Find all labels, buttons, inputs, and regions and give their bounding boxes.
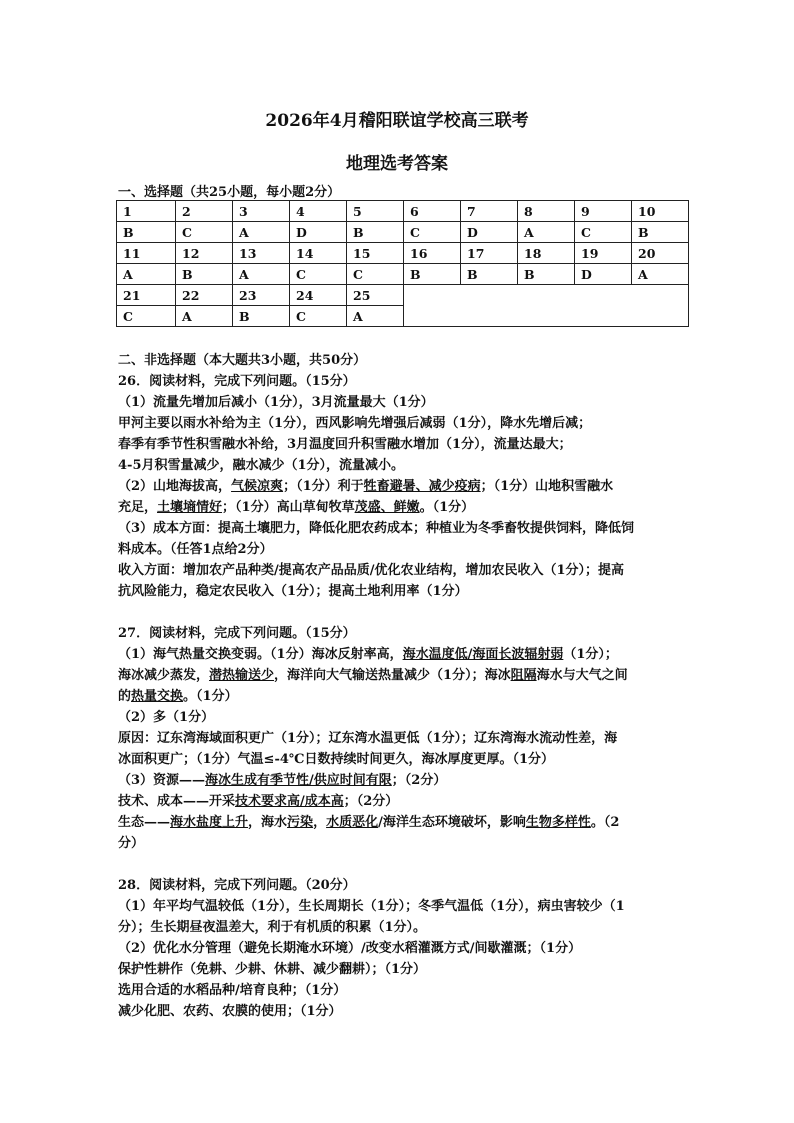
table-cell: C — [117, 306, 176, 327]
underlined-key-point: 土壤墒情好 — [157, 500, 223, 515]
q26-line — [118, 476, 678, 497]
table-empty-area — [404, 285, 689, 327]
table-cell: 3 — [233, 201, 290, 222]
text-span: （3）资源—— — [118, 773, 206, 788]
text-span: （1）海气热量交换变弱。（1分）海冰反射率高， — [118, 647, 403, 662]
table-cell: B — [233, 306, 290, 327]
q26-line: 甲河主要以雨水补给为主（1分），西风影响先增强后减弱（1分），降水先增后减； — [118, 416, 592, 431]
table-row — [117, 264, 689, 285]
table-row — [117, 201, 689, 222]
underlined-key-point: 气候凉爽 — [231, 479, 284, 494]
q26-line: （3）成本方面：提高土壤肥力，降低化肥农药成本；种植业为冬季畜牧提供饲料，降低饲 — [118, 521, 635, 536]
underlined-key-point: 技术要求高/成本高 — [235, 794, 344, 809]
text-span: 充足， — [118, 500, 158, 515]
table-cell: 19 — [575, 243, 632, 264]
underlined-key-point: 生物多样性 — [525, 815, 591, 830]
table-row — [117, 243, 689, 264]
table-cell: A — [233, 264, 290, 285]
text-span: 海水与大气之间 — [536, 668, 628, 683]
underlined-key-point: 潜热输送少 — [209, 668, 275, 683]
table-cell: A — [233, 222, 290, 243]
section-2-heading: 二、非选择题（本大题共3小题，共50分） — [118, 353, 367, 368]
q27-line — [118, 791, 678, 812]
table-cell: B — [461, 264, 518, 285]
table-cell: 22 — [176, 285, 233, 306]
q27-heading: 27．阅读材料，完成下列问题。（15分） — [118, 626, 356, 641]
table-cell: 11 — [117, 243, 176, 264]
text-span: ，海洋向大气输送热量减少（1分）；海冰 — [274, 668, 511, 683]
text-span: （2）山地海拔高， — [118, 479, 232, 494]
text-span: 的 — [118, 689, 132, 704]
table-cell: C — [575, 222, 632, 243]
table-cell: 14 — [290, 243, 347, 264]
table-cell: C — [404, 222, 461, 243]
q26-line: 收入方面：增加农产品种类/提高农产品品质/优化农业结构，增加农民收入（1分）；提高 — [118, 563, 625, 578]
table-cell: B — [404, 264, 461, 285]
q27-line: 分） — [118, 836, 145, 851]
table-cell: 9 — [575, 201, 632, 222]
q27-line — [118, 665, 678, 686]
table-cell: 23 — [233, 285, 290, 306]
answer-content — [118, 350, 678, 1022]
table-cell: C — [347, 264, 404, 285]
table-cell: C — [290, 306, 347, 327]
table-row — [117, 222, 689, 243]
table-cell: A — [176, 306, 233, 327]
table-cell: D — [290, 222, 347, 243]
table-cell: D — [461, 222, 518, 243]
document-subtitle: 地理选考答案 — [346, 154, 448, 174]
table-cell: 1 — [117, 201, 176, 222]
table-cell: 21 — [117, 285, 176, 306]
table-cell: D — [575, 264, 632, 285]
q26-line: 4-5月积雪量减少，融水减少（1分），流量减小。 — [118, 458, 405, 473]
q27-line: （2）多（1分） — [118, 710, 215, 725]
document-title: 2026年4月稽阳联谊学校高三联考 — [265, 111, 529, 131]
text-span: ；（2分） — [343, 794, 399, 809]
table-cell: A — [518, 222, 575, 243]
text-span: 海冰减少蒸发， — [118, 668, 210, 683]
q28-line: 减少化肥、农药、农膜的使用；（1分） — [118, 1004, 342, 1019]
table-cell: C — [176, 222, 233, 243]
q26-line: （1）流量先增加后减小（1分），3月流量最大（1分） — [118, 395, 434, 410]
table-cell: B — [117, 222, 176, 243]
underlined-key-point: 热量交换 — [131, 689, 184, 704]
table-cell: B — [632, 222, 689, 243]
q28-line: （2）优化水分管理（避免长期淹水环境）/改变水稻灌溉方式/间歇灌溉；（1分） — [118, 941, 582, 956]
text-span: ；（1分）利于 — [283, 479, 364, 494]
table-cell: B — [347, 222, 404, 243]
table-cell: B — [176, 264, 233, 285]
underlined-key-point: 海水盐度上升 — [170, 815, 249, 830]
table-cell: B — [518, 264, 575, 285]
q27-line — [118, 770, 678, 791]
q26-line: 抗风险能力，稳定农民收入（1分）；提高土地利用率（1分） — [118, 584, 468, 599]
table-cell: C — [290, 264, 347, 285]
text-span: 技术、成本——开采 — [118, 794, 236, 809]
answer-table — [116, 200, 689, 327]
table-cell: 15 — [347, 243, 404, 264]
underlined-key-point: 牲畜避暑、减少疫病 — [363, 479, 481, 494]
text-span: ；（1分）高山草甸牧草 — [222, 500, 355, 515]
text-span: 生态—— — [118, 815, 171, 830]
section-1-heading: 一、选择题（共25小题，每小题2分） — [118, 185, 341, 200]
q28-line: （1）年平均气温较低（1分），生长周期长（1分）；冬季气温低（1分），病虫害较少（1 — [118, 899, 625, 914]
underlined-key-point: 水质恶化 — [326, 815, 379, 830]
text-span: ，海水 — [248, 815, 288, 830]
table-cell: 8 — [518, 201, 575, 222]
text-span: ；（1分）山地积雪融水 — [480, 479, 614, 494]
table-cell: 17 — [461, 243, 518, 264]
q26-line — [118, 497, 678, 518]
q28-line: 选用合适的水稻品种/培育良种；（1分） — [118, 983, 347, 998]
text-span: （1分）； — [563, 647, 618, 662]
table-row — [117, 285, 689, 306]
text-span: 。（1分） — [183, 689, 238, 704]
table-cell: 2 — [176, 201, 233, 222]
table-cell: A — [347, 306, 404, 327]
table-cell: 7 — [461, 201, 518, 222]
underlined-key-point: 污染 — [287, 815, 314, 830]
table-cell: 16 — [404, 243, 461, 264]
underlined-key-point: 阻隔 — [510, 668, 537, 683]
q28-line: 分）；生长期昼夜温差大，利于有机质的积累（1分）。 — [118, 920, 427, 935]
q27-line — [118, 812, 678, 833]
table-cell: A — [117, 264, 176, 285]
table-cell: 6 — [404, 201, 461, 222]
text-span: ；（2分） — [391, 773, 447, 788]
table-cell: 4 — [290, 201, 347, 222]
table-cell: 13 — [233, 243, 290, 264]
q27-line — [118, 644, 678, 665]
q28-line: 保护性耕作（免耕、少耕、休耕、减少翻耕）；（1分） — [118, 962, 427, 977]
q27-line: 冰面积更广；（1分）气温≤-4℃日数持续时间更久，海冰厚度更厚。（1分） — [118, 752, 555, 767]
q26-heading: 26．阅读材料，完成下列问题。（15分） — [118, 374, 356, 389]
text-span: /海洋生态环境破坏，影响 — [378, 815, 526, 830]
q28-heading: 28．阅读材料，完成下列问题。（20分） — [118, 878, 356, 893]
table-cell: 24 — [290, 285, 347, 306]
table-cell: 25 — [347, 285, 404, 306]
table-cell: 18 — [518, 243, 575, 264]
table-cell: 12 — [176, 243, 233, 264]
underlined-key-point: 海水温度低/海面长波辐射弱 — [402, 647, 564, 662]
underlined-key-point: 茂盛、鲜嫩 — [354, 500, 420, 515]
text-span: 。（2 — [590, 815, 620, 830]
q27-line — [118, 686, 678, 707]
table-cell: 20 — [632, 243, 689, 264]
text-span: ， — [313, 815, 327, 830]
q26-line: 料成本。（任答1点给2分） — [118, 542, 273, 557]
table-cell: 5 — [347, 201, 404, 222]
underlined-key-point: 海冰生成有季节性/供应时间有限 — [205, 773, 392, 788]
table-cell: A — [632, 264, 689, 285]
q26-line: 春季有季节性积雪融水补给，3月温度回升积雪融水增加（1分），流量达最大； — [118, 437, 572, 452]
text-span: 。（1分） — [419, 500, 475, 515]
table-cell: 10 — [632, 201, 689, 222]
q27-line: 原因：辽东湾海域面积更广（1分）；辽东湾水温更低（1分）；辽东湾海水流动性差，海 — [118, 731, 618, 746]
